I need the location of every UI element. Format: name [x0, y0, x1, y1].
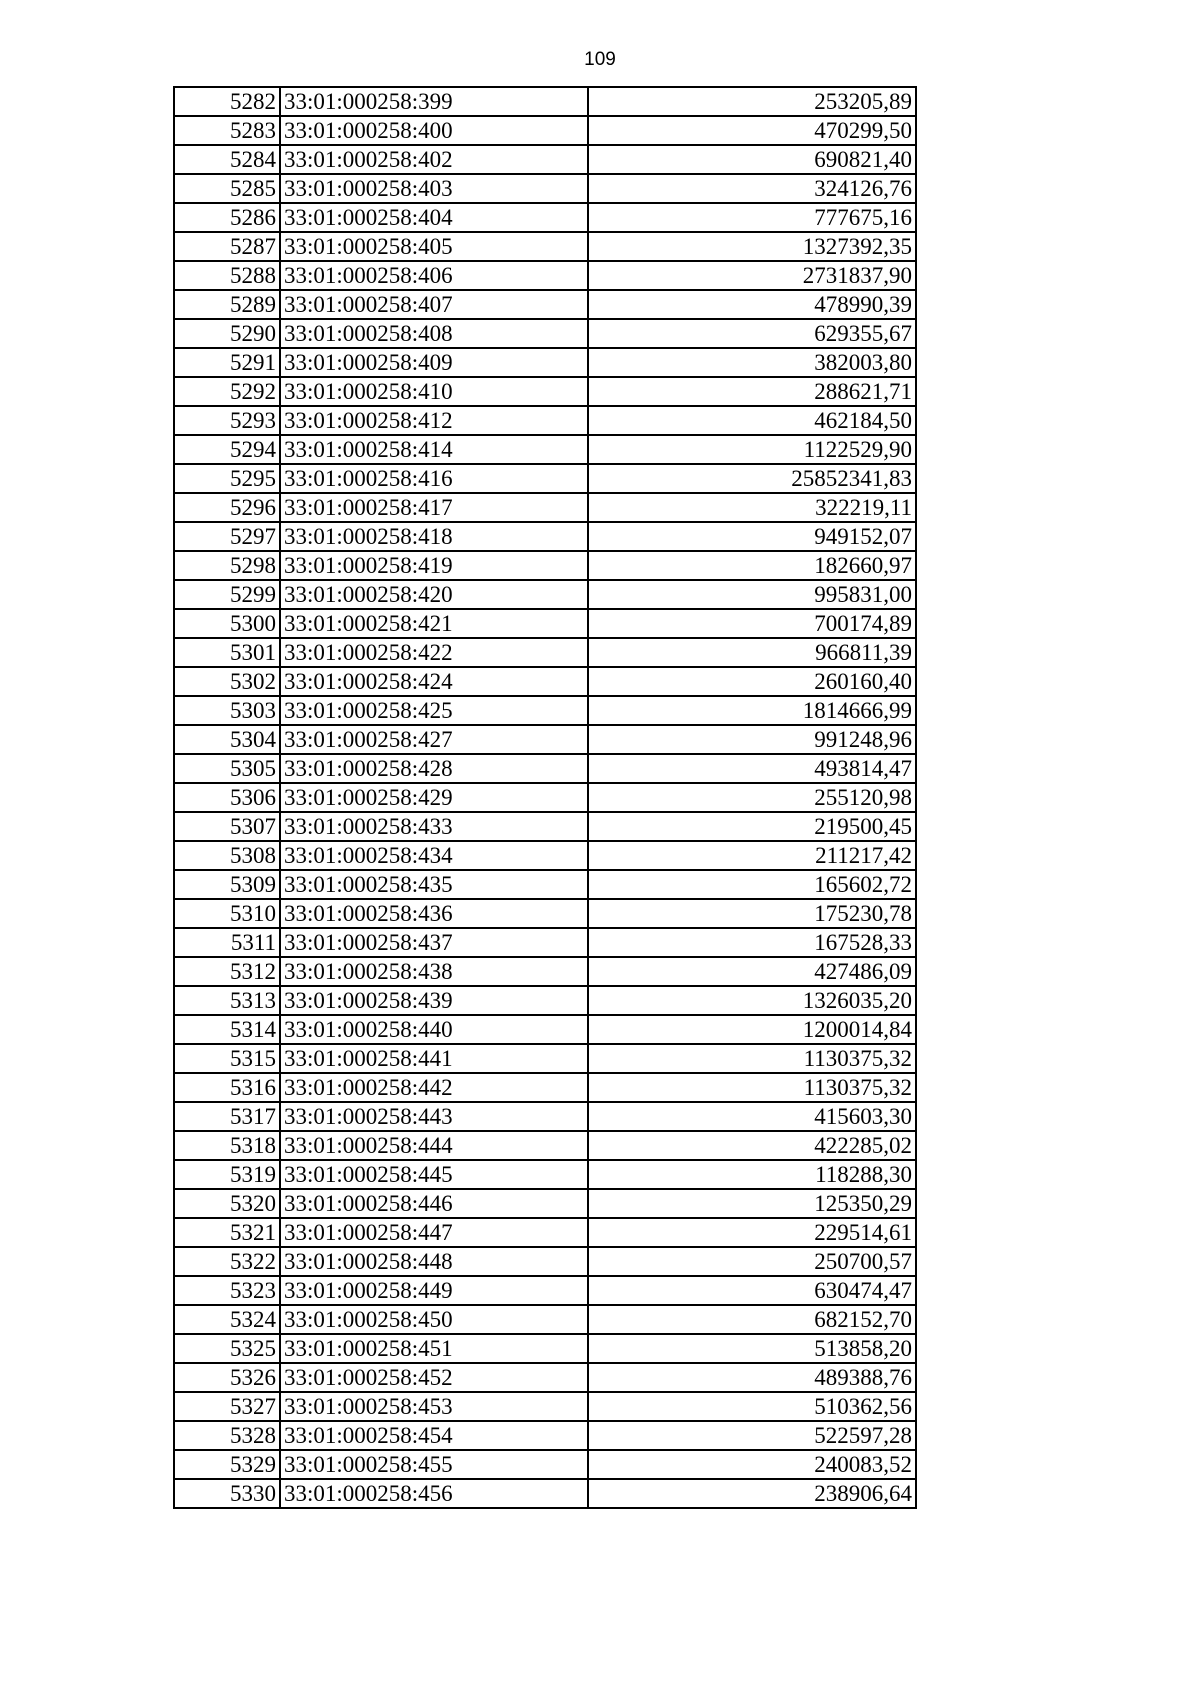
row-number-cell: 5288	[174, 261, 280, 290]
cadastral-number-cell: 33:01:000258:437	[280, 928, 588, 957]
cadastral-value-cell: 324126,76	[588, 174, 916, 203]
cadastral-value-cell: 966811,39	[588, 638, 916, 667]
cadastral-number-cell: 33:01:000258:455	[280, 1450, 588, 1479]
row-number-cell: 5299	[174, 580, 280, 609]
row-number-cell: 5285	[174, 174, 280, 203]
cadastral-number-cell: 33:01:000258:434	[280, 841, 588, 870]
table-row	[174, 174, 916, 203]
cadastral-value-cell: 1200014,84	[588, 1015, 916, 1044]
cadastral-number-cell: 33:01:000258:427	[280, 725, 588, 754]
table-row	[174, 1392, 916, 1421]
row-number-cell: 5328	[174, 1421, 280, 1450]
row-number-cell: 5309	[174, 870, 280, 899]
cadastral-value-cell: 995831,00	[588, 580, 916, 609]
table-row	[174, 435, 916, 464]
row-number-cell: 5283	[174, 116, 280, 145]
table-body	[174, 87, 916, 1508]
cadastral-number-cell: 33:01:000258:425	[280, 696, 588, 725]
row-number-cell: 5320	[174, 1189, 280, 1218]
cadastral-number-cell: 33:01:000258:445	[280, 1160, 588, 1189]
cadastral-number-cell: 33:01:000258:403	[280, 174, 588, 203]
cadastral-number-cell: 33:01:000258:404	[280, 203, 588, 232]
cadastral-value-cell: 125350,29	[588, 1189, 916, 1218]
row-number-cell: 5323	[174, 1276, 280, 1305]
table-row	[174, 493, 916, 522]
cadastral-value-cell: 489388,76	[588, 1363, 916, 1392]
cadastral-number-cell: 33:01:000258:443	[280, 1102, 588, 1131]
cadastral-number-cell: 33:01:000258:436	[280, 899, 588, 928]
cadastral-value-cell: 165602,72	[588, 870, 916, 899]
table-row	[174, 522, 916, 551]
table-row	[174, 1334, 916, 1363]
row-number-cell: 5303	[174, 696, 280, 725]
cadastral-value-cell: 690821,40	[588, 145, 916, 174]
cadastral-value-cell: 493814,47	[588, 754, 916, 783]
table-row	[174, 783, 916, 812]
row-number-cell: 5313	[174, 986, 280, 1015]
table-row	[174, 638, 916, 667]
cadastral-value-cell: 629355,67	[588, 319, 916, 348]
cadastral-value-cell: 700174,89	[588, 609, 916, 638]
row-number-cell: 5315	[174, 1044, 280, 1073]
cadastral-number-cell: 33:01:000258:441	[280, 1044, 588, 1073]
cadastral-value-cell: 422285,02	[588, 1131, 916, 1160]
cadastral-number-cell: 33:01:000258:439	[280, 986, 588, 1015]
page-number: 109	[584, 49, 616, 70]
cadastral-value-cell: 255120,98	[588, 783, 916, 812]
cadastral-value-cell: 777675,16	[588, 203, 916, 232]
row-number-cell: 5318	[174, 1131, 280, 1160]
table-row	[174, 1479, 916, 1508]
row-number-cell: 5329	[174, 1450, 280, 1479]
cadastral-number-cell: 33:01:000258:433	[280, 812, 588, 841]
table-row	[174, 986, 916, 1015]
table-row	[174, 290, 916, 319]
cadastral-value-cell: 175230,78	[588, 899, 916, 928]
table-row	[174, 203, 916, 232]
cadastral-number-cell: 33:01:000258:421	[280, 609, 588, 638]
cadastral-value-cell: 229514,61	[588, 1218, 916, 1247]
table-row	[174, 725, 916, 754]
cadastral-value-cell: 382003,80	[588, 348, 916, 377]
row-number-cell: 5295	[174, 464, 280, 493]
table-row	[174, 1218, 916, 1247]
row-number-cell: 5294	[174, 435, 280, 464]
row-number-cell: 5330	[174, 1479, 280, 1508]
row-number-cell: 5322	[174, 1247, 280, 1276]
cadastral-number-cell: 33:01:000258:451	[280, 1334, 588, 1363]
cadastral-value-cell: 427486,09	[588, 957, 916, 986]
table-row	[174, 1189, 916, 1218]
table-row	[174, 870, 916, 899]
table-row	[174, 957, 916, 986]
table-row	[174, 551, 916, 580]
cadastral-number-cell: 33:01:000258:418	[280, 522, 588, 551]
cadastral-number-cell: 33:01:000258:446	[280, 1189, 588, 1218]
row-number-cell: 5287	[174, 232, 280, 261]
cadastral-value-table	[173, 86, 917, 1509]
table-row	[174, 145, 916, 174]
cadastral-number-cell: 33:01:000258:420	[280, 580, 588, 609]
table-row	[174, 1247, 916, 1276]
row-number-cell: 5326	[174, 1363, 280, 1392]
cadastral-value-cell: 1130375,32	[588, 1044, 916, 1073]
table-row	[174, 406, 916, 435]
cadastral-value-cell: 630474,47	[588, 1276, 916, 1305]
row-number-cell: 5306	[174, 783, 280, 812]
row-number-cell: 5327	[174, 1392, 280, 1421]
table-row	[174, 1363, 916, 1392]
cadastral-value-cell: 240083,52	[588, 1450, 916, 1479]
row-number-cell: 5292	[174, 377, 280, 406]
row-number-cell: 5289	[174, 290, 280, 319]
cadastral-number-cell: 33:01:000258:410	[280, 377, 588, 406]
cadastral-value-cell: 288621,71	[588, 377, 916, 406]
table-row	[174, 1073, 916, 1102]
row-number-cell: 5290	[174, 319, 280, 348]
cadastral-number-cell: 33:01:000258:414	[280, 435, 588, 464]
row-number-cell: 5284	[174, 145, 280, 174]
row-number-cell: 5307	[174, 812, 280, 841]
cadastral-value-cell: 478990,39	[588, 290, 916, 319]
cadastral-value-cell: 1122529,90	[588, 435, 916, 464]
cadastral-value-cell: 513858,20	[588, 1334, 916, 1363]
row-number-cell: 5324	[174, 1305, 280, 1334]
cadastral-number-cell: 33:01:000258:442	[280, 1073, 588, 1102]
row-number-cell: 5300	[174, 609, 280, 638]
table-row	[174, 261, 916, 290]
cadastral-value-cell: 1327392,35	[588, 232, 916, 261]
cadastral-number-cell: 33:01:000258:402	[280, 145, 588, 174]
cadastral-number-cell: 33:01:000258:416	[280, 464, 588, 493]
table-row	[174, 928, 916, 957]
row-number-cell: 5282	[174, 87, 280, 116]
table-row	[174, 232, 916, 261]
cadastral-number-cell: 33:01:000258:428	[280, 754, 588, 783]
cadastral-value-cell: 415603,30	[588, 1102, 916, 1131]
cadastral-number-cell: 33:01:000258:448	[280, 1247, 588, 1276]
table-row	[174, 667, 916, 696]
table-row	[174, 696, 916, 725]
row-number-cell: 5305	[174, 754, 280, 783]
row-number-cell: 5286	[174, 203, 280, 232]
table-row	[174, 1421, 916, 1450]
row-number-cell: 5308	[174, 841, 280, 870]
table-row	[174, 1276, 916, 1305]
row-number-cell: 5302	[174, 667, 280, 696]
cadastral-value-cell: 991248,96	[588, 725, 916, 754]
row-number-cell: 5314	[174, 1015, 280, 1044]
table-row	[174, 464, 916, 493]
cadastral-value-cell: 682152,70	[588, 1305, 916, 1334]
cadastral-number-cell: 33:01:000258:405	[280, 232, 588, 261]
cadastral-number-cell: 33:01:000258:456	[280, 1479, 588, 1508]
row-number-cell: 5312	[174, 957, 280, 986]
table-row	[174, 899, 916, 928]
cadastral-number-cell: 33:01:000258:453	[280, 1392, 588, 1421]
cadastral-number-cell: 33:01:000258:409	[280, 348, 588, 377]
row-number-cell: 5310	[174, 899, 280, 928]
table-row	[174, 1131, 916, 1160]
cadastral-value-cell: 182660,97	[588, 551, 916, 580]
row-number-cell: 5311	[174, 928, 280, 957]
cadastral-number-cell: 33:01:000258:424	[280, 667, 588, 696]
row-number-cell: 5304	[174, 725, 280, 754]
cadastral-number-cell: 33:01:000258:408	[280, 319, 588, 348]
cadastral-value-cell: 949152,07	[588, 522, 916, 551]
row-number-cell: 5297	[174, 522, 280, 551]
row-number-cell: 5325	[174, 1334, 280, 1363]
cadastral-number-cell: 33:01:000258:422	[280, 638, 588, 667]
table-row	[174, 812, 916, 841]
cadastral-value-cell: 322219,11	[588, 493, 916, 522]
cadastral-value-cell: 1814666,99	[588, 696, 916, 725]
table-row	[174, 319, 916, 348]
cadastral-value-cell: 2731837,90	[588, 261, 916, 290]
table-row	[174, 1450, 916, 1479]
cadastral-number-cell: 33:01:000258:449	[280, 1276, 588, 1305]
cadastral-number-cell: 33:01:000258:400	[280, 116, 588, 145]
cadastral-value-cell: 211217,42	[588, 841, 916, 870]
row-number-cell: 5298	[174, 551, 280, 580]
cadastral-value-cell: 238906,64	[588, 1479, 916, 1508]
cadastral-number-cell: 33:01:000258:406	[280, 261, 588, 290]
cadastral-value-cell: 462184,50	[588, 406, 916, 435]
cadastral-number-cell: 33:01:000258:407	[280, 290, 588, 319]
table-row	[174, 1305, 916, 1334]
cadastral-number-cell: 33:01:000258:447	[280, 1218, 588, 1247]
cadastral-value-cell: 1130375,32	[588, 1073, 916, 1102]
row-number-cell: 5316	[174, 1073, 280, 1102]
table-row	[174, 377, 916, 406]
table-row	[174, 754, 916, 783]
cadastral-number-cell: 33:01:000258:429	[280, 783, 588, 812]
cadastral-number-cell: 33:01:000258:438	[280, 957, 588, 986]
cadastral-number-cell: 33:01:000258:399	[280, 87, 588, 116]
cadastral-number-cell: 33:01:000258:450	[280, 1305, 588, 1334]
row-number-cell: 5301	[174, 638, 280, 667]
table-row	[174, 1015, 916, 1044]
table-row	[174, 116, 916, 145]
table-row	[174, 87, 916, 116]
cadastral-value-cell: 1326035,20	[588, 986, 916, 1015]
cadastral-value-cell: 118288,30	[588, 1160, 916, 1189]
row-number-cell: 5317	[174, 1102, 280, 1131]
cadastral-number-cell: 33:01:000258:444	[280, 1131, 588, 1160]
table-row	[174, 348, 916, 377]
table-row	[174, 609, 916, 638]
cadastral-value-cell: 510362,56	[588, 1392, 916, 1421]
cadastral-value-cell: 219500,45	[588, 812, 916, 841]
cadastral-number-cell: 33:01:000258:412	[280, 406, 588, 435]
row-number-cell: 5321	[174, 1218, 280, 1247]
cadastral-number-cell: 33:01:000258:435	[280, 870, 588, 899]
row-number-cell: 5296	[174, 493, 280, 522]
cadastral-number-cell: 33:01:000258:440	[280, 1015, 588, 1044]
cadastral-number-cell: 33:01:000258:419	[280, 551, 588, 580]
cadastral-value-cell: 470299,50	[588, 116, 916, 145]
table-row	[174, 1160, 916, 1189]
table-row	[174, 1044, 916, 1073]
cadastral-value-cell: 260160,40	[588, 667, 916, 696]
cadastral-number-cell: 33:01:000258:452	[280, 1363, 588, 1392]
cadastral-value-cell: 253205,89	[588, 87, 916, 116]
cadastral-value-cell: 25852341,83	[588, 464, 916, 493]
cadastral-number-cell: 33:01:000258:454	[280, 1421, 588, 1450]
row-number-cell: 5319	[174, 1160, 280, 1189]
row-number-cell: 5293	[174, 406, 280, 435]
table-row	[174, 580, 916, 609]
cadastral-number-cell: 33:01:000258:417	[280, 493, 588, 522]
table-row	[174, 1102, 916, 1131]
cadastral-value-cell: 167528,33	[588, 928, 916, 957]
table-row	[174, 841, 916, 870]
cadastral-value-cell: 522597,28	[588, 1421, 916, 1450]
row-number-cell: 5291	[174, 348, 280, 377]
cadastral-value-cell: 250700,57	[588, 1247, 916, 1276]
